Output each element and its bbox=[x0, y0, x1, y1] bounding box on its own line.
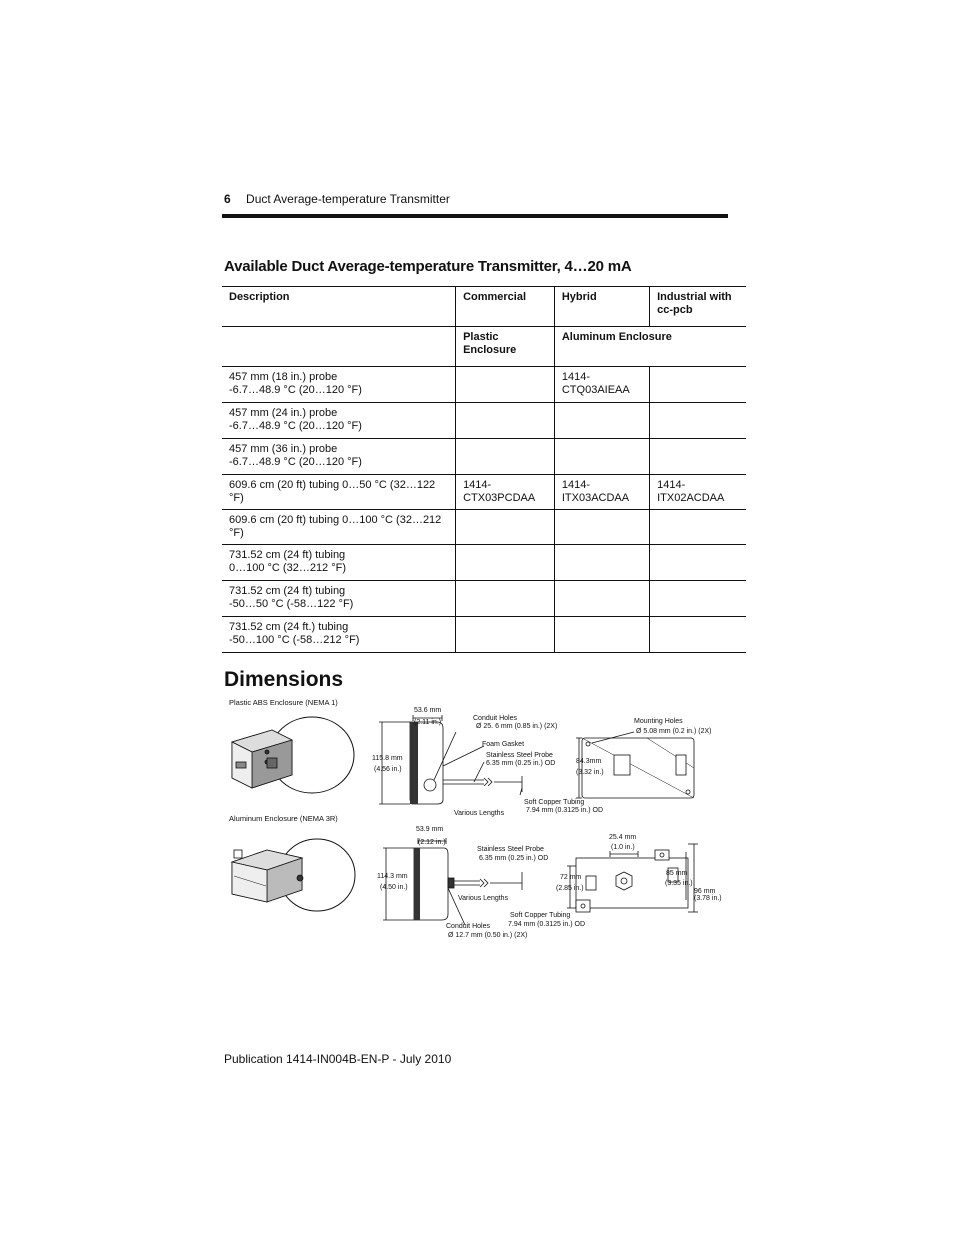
table-row bbox=[222, 403, 746, 439]
a-conduit-size: Ø 12.7 mm (0.50 in.) (2X) bbox=[448, 932, 528, 939]
a-85-in: (3.35 in.) bbox=[665, 880, 693, 887]
a-hole-in: (1.0 in.) bbox=[611, 844, 635, 851]
cell-hybrid bbox=[554, 581, 649, 617]
description-line: 457 mm (36 in.) probe bbox=[229, 443, 338, 455]
p-mount-size: Ø 5.08 mm (0.2 in.) (2X) bbox=[636, 728, 712, 735]
cell-industrial: 1414-ITX02ACDAA bbox=[650, 475, 746, 510]
description-line: -6.7…48.9 °C (20…120 °F) bbox=[229, 456, 362, 468]
table-header-row bbox=[222, 287, 746, 327]
plastic-caption: Plastic ABS Enclosure (NEMA 1) bbox=[229, 698, 338, 707]
cell-description bbox=[222, 581, 456, 617]
cell-industrial bbox=[650, 439, 746, 475]
cell-hybrid: 1414-ITX03ACDAA bbox=[554, 475, 649, 510]
description-line: -50…100 °C (-58…212 °F) bbox=[229, 634, 360, 646]
cell-description bbox=[222, 403, 456, 439]
dimension-drawings bbox=[222, 700, 732, 950]
table-row bbox=[222, 581, 746, 617]
cell-description bbox=[222, 439, 456, 475]
aluminum-caption: Aluminum Enclosure (NEMA 3R) bbox=[229, 814, 338, 823]
cell-hybrid bbox=[554, 617, 649, 653]
table-row bbox=[222, 510, 746, 545]
p-width-mm: 53.6 mm bbox=[414, 707, 442, 714]
a-tubing-size: 7.94 mm (0.3125 in.) OD bbox=[508, 921, 586, 928]
p-conduit-label: Conduit Holes bbox=[473, 715, 517, 722]
cell-description bbox=[222, 545, 456, 581]
p-width-in: (2.11 in.) bbox=[414, 719, 442, 726]
description-line: 609.6 cm (20 ft) tubing 0…50 °C (32…122 °F) bbox=[229, 479, 436, 504]
running-title: Duct Average-temperature Transmitter bbox=[246, 192, 450, 206]
p-tubing-size: 7.94 mm (0.3125 in.) OD bbox=[526, 807, 604, 814]
header-commercial: Commercial bbox=[456, 287, 555, 327]
p-mount-label: Mounting Holes bbox=[634, 718, 683, 725]
a-72-mm: 72 mm bbox=[560, 874, 582, 881]
description-line: 457 mm (18 in.) probe bbox=[229, 371, 338, 383]
cell-commercial: 1414-CTX03PCDAA bbox=[456, 475, 555, 510]
aluminum-top-view bbox=[567, 844, 698, 912]
page-number: 6 bbox=[224, 192, 231, 206]
cell-description bbox=[222, 475, 456, 510]
cell-hybrid bbox=[554, 439, 649, 475]
description-line: -6.7…48.9 °C (20…120 °F) bbox=[229, 420, 362, 432]
header-industrial: Industrial with cc-pcb bbox=[650, 287, 746, 327]
publication-footer: Publication 1414-IN004B-EN-P - July 2010 bbox=[224, 1052, 452, 1066]
a-height-mm: 114.3 mm bbox=[377, 873, 408, 880]
description-line: 731.52 cm (24 ft.) tubing bbox=[229, 621, 349, 633]
cell-industrial bbox=[650, 403, 746, 439]
p-height-mm: 115.8 mm bbox=[372, 755, 403, 762]
cell-description bbox=[222, 367, 456, 403]
a-height-in: (4.50 in.) bbox=[380, 884, 408, 891]
cell-commercial bbox=[456, 403, 555, 439]
p-probe-size: 6.35 mm (0.25 in.) OD bbox=[486, 760, 556, 767]
cell-commercial bbox=[456, 367, 555, 403]
a-96-mm: 96 mm bbox=[694, 888, 716, 895]
table-row bbox=[222, 475, 746, 510]
a-probe-label: Stainless Steel Probe bbox=[477, 846, 544, 853]
header-hybrid: Hybrid bbox=[554, 287, 649, 327]
description-line: 731.52 cm (24 ft) tubing bbox=[229, 549, 346, 561]
p-various-lengths: Various Lengths bbox=[454, 810, 505, 817]
description-line: -6.7…48.9 °C (20…120 °F) bbox=[229, 384, 362, 396]
header-rule bbox=[222, 214, 728, 218]
cell-commercial bbox=[456, 617, 555, 653]
table-row bbox=[222, 367, 746, 403]
p-depth-mm: 84.3mm bbox=[576, 758, 602, 765]
a-various-lengths: Various Lengths bbox=[458, 895, 509, 902]
p-depth-in: (3.32 in.) bbox=[576, 769, 604, 776]
cell-industrial bbox=[650, 581, 746, 617]
cell-hybrid bbox=[554, 545, 649, 581]
dimensions-title: Dimensions bbox=[224, 668, 344, 691]
cell-industrial bbox=[650, 545, 746, 581]
description-line: 609.6 cm (20 ft) tubing 0…100 °C (32…212 °F) bbox=[229, 514, 442, 539]
cell-hybrid: 1414-CTQ03AIEAA bbox=[554, 367, 649, 403]
cell-commercial bbox=[456, 545, 555, 581]
plastic-top-view bbox=[576, 732, 694, 798]
p-height-in: (4.56 in.) bbox=[374, 766, 402, 773]
p-foam-gasket: Foam Gasket bbox=[482, 741, 525, 748]
cell-industrial bbox=[650, 367, 746, 403]
table-subheader-row bbox=[222, 327, 746, 367]
table-row bbox=[222, 545, 746, 581]
cell-industrial bbox=[650, 510, 746, 545]
transmitter-table bbox=[222, 286, 746, 653]
table-row bbox=[222, 439, 746, 475]
p-probe-label: Stainless Steel Probe bbox=[486, 752, 553, 759]
header-empty bbox=[222, 327, 456, 367]
a-width-in: (2.12 in.) bbox=[418, 839, 446, 846]
a-85-mm: 85 mm bbox=[666, 870, 688, 877]
p-conduit-size: Ø 25. 6 mm (0.85 in.) (2X) bbox=[476, 723, 558, 730]
cell-description bbox=[222, 617, 456, 653]
a-72-in: (2.85 in.) bbox=[556, 885, 584, 892]
description-line: -50…50 °C (-58…122 °F) bbox=[229, 598, 354, 610]
a-probe-size: 6.35 mm (0.25 in.) OD bbox=[479, 855, 549, 862]
cell-commercial bbox=[456, 439, 555, 475]
a-width-mm: 53.9 mm bbox=[416, 826, 444, 833]
cell-hybrid bbox=[554, 510, 649, 545]
description-line: 731.52 cm (24 ft) tubing bbox=[229, 585, 346, 597]
cell-commercial bbox=[456, 510, 555, 545]
description-line: 0…100 °C (32…212 °F) bbox=[229, 562, 347, 574]
cell-description bbox=[222, 510, 456, 545]
header-plastic-enclosure: Plastic Enclosure bbox=[456, 327, 555, 367]
table-row bbox=[222, 617, 746, 653]
cell-hybrid bbox=[554, 403, 649, 439]
a-tubing-label: Soft Copper Tubing bbox=[510, 912, 571, 919]
plastic-enclosure-photo bbox=[232, 717, 354, 793]
table-title: Available Duct Average-temperature Transmitter, 4…20 mA bbox=[224, 258, 632, 275]
a-hole-mm: 25.4 mm bbox=[609, 834, 637, 841]
cell-industrial bbox=[650, 617, 746, 653]
running-header bbox=[224, 192, 450, 206]
aluminum-enclosure-photo bbox=[232, 839, 355, 911]
description-line: 457 mm (24 in.) probe bbox=[229, 407, 338, 419]
a-96-in: (3.78 in.) bbox=[694, 895, 722, 902]
table-body bbox=[222, 367, 746, 653]
p-tubing-label: Soft Copper Tubing bbox=[524, 799, 585, 806]
header-aluminum-enclosure: Aluminum Enclosure bbox=[554, 327, 746, 367]
cell-commercial bbox=[456, 581, 555, 617]
a-conduit-label: Conduit Holes bbox=[446, 923, 490, 930]
header-description: Description bbox=[222, 287, 456, 327]
